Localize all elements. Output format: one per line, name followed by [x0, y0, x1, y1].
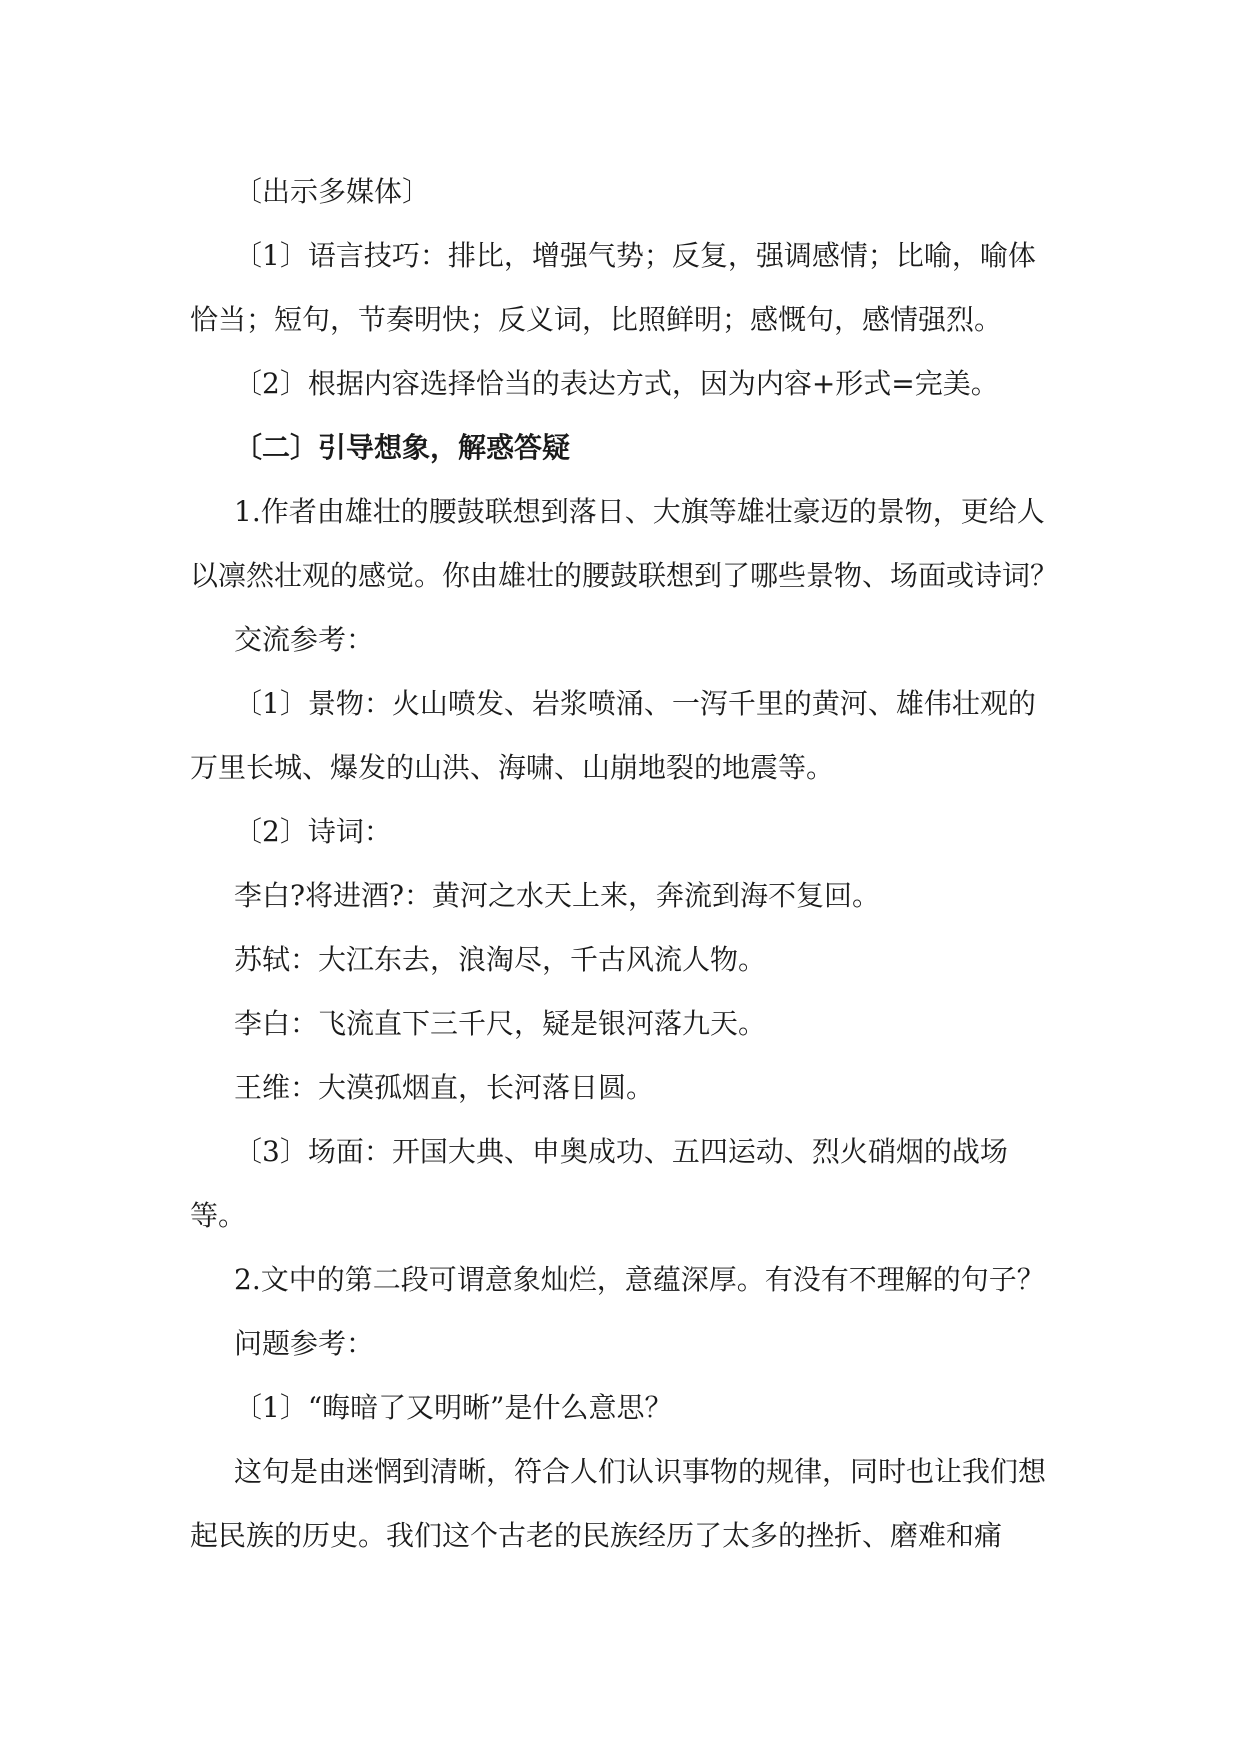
paragraph-expression-choice: 〔2〕根据内容选择恰当的表达方式，因为内容+形式=完美。 [234, 367, 999, 400]
document-body [190, 160, 1060, 1568]
paragraph-question-reference: 问题参考： [234, 1327, 375, 1360]
paragraph-exchange-reference: 交流参考： [234, 623, 375, 656]
paragraph-question-1: 1.作者由雄壮的腰鼓联想到落日、大旗等雄壮豪迈的景物，更给人以凛然壮观的感觉。你由雄壮的腰鼓联想到了哪些景物、场面或诗词？ [190, 495, 1059, 592]
paragraph-scenery: 〔1〕景物：火山喷发、岩浆喷涌、一泻千里的黄河、雄伟壮观的万里长城、爆发的山洪、海啸、山崩地裂的地震等。 [190, 687, 1036, 784]
paragraph-multimedia-note: 〔出示多媒体〕 [234, 175, 431, 208]
paragraph-poem-sushi: 苏轼：大江东去，浪淘尽，千古风流人物。 [234, 943, 767, 976]
section-heading-imagination: 〔二〕引导想象，解惑答疑 [234, 431, 571, 464]
paragraph-question-item-1: 〔1〕“晦暗了又明晰”是什么意思？ [234, 1391, 673, 1424]
paragraph-poem-wangwei: 王维：大漠孤烟直，长河落日圆。 [234, 1071, 655, 1104]
paragraph-poems-label: 〔2〕诗词： [234, 815, 392, 848]
paragraph-poem-libai-1: 李白?将进酒?：黄河之水天上来，奔流到海不复回。 [234, 879, 881, 912]
paragraph-explanation: 这句是由迷惘到清晰，符合人们认识事物的规律，同时也让我们想起民族的历史。我们这个古老的民族经历了太多的挫折、磨难和痛 [190, 1455, 1047, 1552]
paragraph-question-2: 2.文中的第二段可谓意象灿烂，意蕴深厚。有没有不理解的句子？ [234, 1263, 1045, 1296]
paragraph-language-skills: 〔1〕语言技巧：排比，增强气势；反复，强调感情；比喻，喻体恰当；短句，节奏明快；反义词，比照鲜明；感慨句，感情强烈。 [190, 239, 1036, 336]
paragraph-scenes: 〔3〕场面：开国大典、申奥成功、五四运动、烈火硝烟的战场等。 [190, 1135, 1008, 1232]
paragraph-poem-libai-2: 李白：飞流直下三千尺，疑是银河落九天。 [234, 1007, 767, 1040]
